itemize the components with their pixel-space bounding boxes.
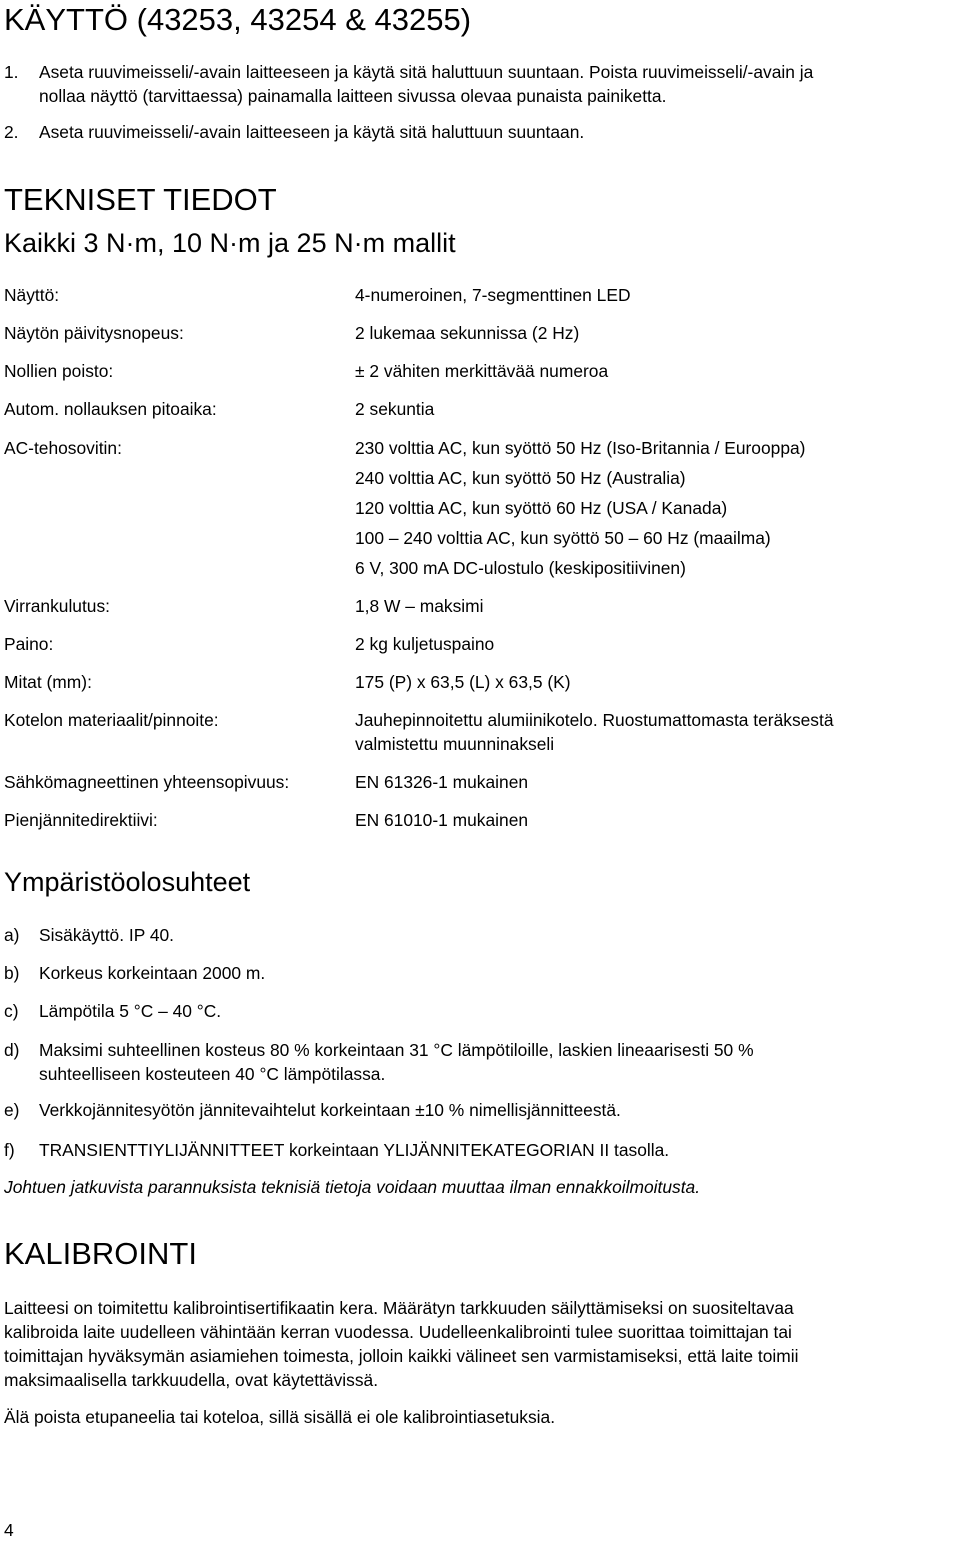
item-text-line: Verkkojännitesyötön jännitevaihtelut korkeintaan ±10 % nimellisjännitteestä. [39,1100,621,1120]
usage-step-2 [0,120,960,146]
spec-label: Autom. nollauksen pitoaika: [4,399,217,419]
step-text-line: Aseta ruuvimeisseli/-avain laitteeseen ja käytä sitä haluttuun suuntaan. Poista ruuvimeisseli/-avain ja [39,62,814,82]
item-letter: b) [4,963,20,983]
spec-label: Nollien poisto: [4,361,114,381]
spec-label: Näytön päivitysnopeus: [4,323,184,343]
spec-label: Pienjännitedirektiivi: [4,810,158,830]
spec-value: 2 lukemaa sekunnissa (2 Hz) [355,323,580,343]
env-item-a [0,923,960,949]
paragraph-line: Laitteesi on toimitettu kalibrointisertifikaatin kera. Määrätyn tarkkuuden säilyttämiseksi on suositeltavaa [4,1298,794,1318]
env-item-b [0,961,960,987]
paragraph-line: toimittajan hyväksymän asiamiehen toimesta, jolloin kaikki välineet sen varmistamiseksi, että laite toimii [4,1346,799,1366]
env-item-c [0,999,960,1025]
spec-value: valmistettu muunninakseli [355,734,555,754]
spec-value: 175 (P) x 63,5 (L) x 63,5 (K) [355,672,571,692]
item-text-line: Sisäkäyttö. IP 40. [39,925,175,945]
spec-value: 230 volttia AC, kun syöttö 50 Hz (Iso-Britannia / Eurooppa) [355,438,806,458]
spec-label: Mitat (mm): [4,672,92,692]
spec-value: EN 61010-1 mukainen [355,810,529,830]
item-letter: a) [4,925,20,945]
specs-subtitle: Kaikki 3 N·m, 10 N·m ja 25 N·m mallit [4,228,456,258]
step-text-line: Aseta ruuvimeisseli/-avain laitteeseen ja käytä sitä haluttuun suuntaan. [39,122,585,142]
spec-label: Näyttö: [4,285,60,305]
spec-value: ± 2 vähiten merkittävää numeroa [355,361,609,381]
page-number: 4 [4,1520,14,1540]
env-item-f [0,1138,960,1164]
spec-value: 120 volttia AC, kun syöttö 60 Hz (USA / Kanada) [355,498,728,518]
item-text-line: TRANSIENTTIYLIJÄNNITTEET korkeintaan YLIJÄNNITEKATEGORIAN II tasolla. [39,1140,670,1160]
spec-value: 4-numeroinen, 7-segmenttinen LED [355,285,631,305]
environment-heading: Ympäristöolosuhteet [4,867,251,897]
item-text-line: suhteelliseen kosteuteen 40 °C lämpötilassa. [39,1064,386,1084]
spec-label: Virrankulutus: [4,596,111,616]
item-text-line: Lämpötila 5 °C – 40 °C. [39,1001,222,1021]
spec-label: Kotelon materiaalit/pinnoite: [4,710,219,730]
paragraph-line: maksimaalisella tarkkuudella, ovat käytettävissä. [4,1370,379,1390]
calibration-heading: KALIBROINTI [4,1236,197,1271]
spec-value: 1,8 W – maksimi [355,596,484,616]
item-text-line: Maksimi suhteellinen kosteus 80 % korkeintaan 31 °C lämpötiloille, laskien lineaarisesti 50 % [39,1040,754,1060]
spec-value: 100 – 240 volttia AC, kun syöttö 50 – 60 Hz (maailma) [355,528,771,548]
item-text-line: Korkeus korkeintaan 2000 m. [39,963,266,983]
usage-step-1 [0,60,960,110]
step-number: 2. [4,122,19,142]
spec-value: 2 sekuntia [355,399,435,419]
spec-label: Sähkömagneettinen yhteensopivuus: [4,772,290,792]
spec-value: EN 61326-1 mukainen [355,772,529,792]
spec-value: Jauhepinnoitettu alumiinikotelo. Ruostumattomasta teräksestä [355,710,834,730]
paragraph-line: kalibroida laite uudelleen vähintään kerran vuodessa. Uudelleenkalibrointi tulee suorittaa toimittajan tai [4,1322,792,1342]
item-letter: d) [4,1040,20,1060]
spec-label: Paino: [4,634,54,654]
specs-heading: TEKNISET TIEDOT [4,182,277,217]
item-letter: c) [4,1001,19,1021]
item-letter: e) [4,1100,20,1120]
usage-heading: KÄYTTÖ (43253, 43254 & 43255) [4,2,472,37]
calibration-warning: Älä poista etupaneelia tai koteloa, sillä sisällä ei ole kalibrointiasetuksia. [4,1407,556,1427]
step-number: 1. [4,62,19,82]
spec-value: 2 kg kuljetuspaino [355,634,495,654]
step-text-line: nollaa näyttö (tarvittaessa) painamalla laitteen sivussa olevaa punaista painiketta. [39,86,667,106]
env-item-d [0,1038,960,1088]
item-letter: f) [4,1140,15,1160]
spec-label: AC-tehosovitin: [4,438,122,458]
note-text: Johtuen jatkuvista parannuksista teknisiä tietoja voidaan muuttaa ilman ennakkoilmoitusta. [4,1177,701,1197]
spec-value: 6 V, 300 mA DC-ulostulo (keskipositiivinen) [355,558,686,578]
spec-change-note [4,1175,700,1199]
spec-value: 240 volttia AC, kun syöttö 50 Hz (Australia) [355,468,686,488]
env-item-e [0,1098,960,1124]
